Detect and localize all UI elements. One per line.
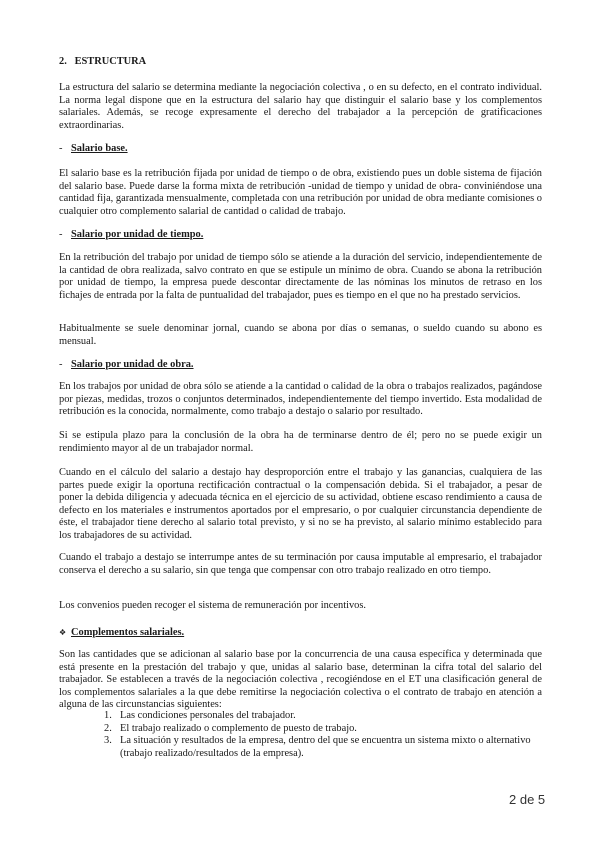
salario-base-paragraph: El salario base es la retribución fijada por unidad de tiempo o de obra, existiendo pues un doble sistema de fijación del salario base. Puede darse la forma mixta de retribución -unidad de tiempo y unidad de obra- conviniéndose una cantidad fija, garantizada mensualmente, completada con una retribución por unidad de obra mediante comisiones o cualquier otro complemento salarial de cantidad o calidad de trabajo. bbox=[59, 168, 542, 217]
section-heading bbox=[59, 56, 542, 69]
unidad-tiempo-paragraph-2: Habitualmente se suele denominar jornal, cuando se abona por días o semanas, o sueldo cuando su abono es mensual. bbox=[59, 323, 542, 347]
complementos-paragraph: Son las cantidades que se adicionan al salario base por la concurrencia de una causa específica y determinada que está presente en la prestación del trabajo y que, unidas al salario base, determinan la cifra total del salario del trabajador. Se establecen a través de la negociación colectiva , recogiéndose en el ET una clasificación general de los complementos salariales a la que debe remitirse la negociación colectiva o el contrato de trabajo en atención a alguna de las circunstancias siguientes: bbox=[59, 649, 542, 710]
unidad-obra-heading bbox=[59, 359, 194, 372]
list-item bbox=[104, 723, 544, 736]
list-item-number: 2. bbox=[104, 722, 112, 734]
unidad-obra-paragraph-1: En los trabajos por unidad de obra sólo se atiende a la cantidad o calidad de la obra o trabajos realizados, pagándose por piezas, medidas, trozos o conjuntos determinados, independientemente del tiempo invertido. Esta modalidad de retribución es la conocida, normalmente, como trabajo a destajo o salario por resultado. bbox=[59, 381, 542, 417]
section-number: 2. bbox=[59, 56, 67, 67]
salario-base-title: Salario base. bbox=[71, 143, 128, 154]
unidad-obra-paragraph-4: Cuando el trabajo a destajo se interrumpe antes de su terminación por causa imputable al empresario, el trabajador conserva el derecho a su salario, sin que tenga que compensar con otro trabajo realizado en otro tiempo. bbox=[59, 552, 542, 576]
unidad-tiempo-paragraph-1: En la retribución del trabajo por unidad de tiempo sólo se atiende a la duración del servicio, independientemente de la cantidad de obra realizada, salvo contrato en que se estipule un mínimo de obra. Cuando se abona la retribución por unidad de tiempo, la empresa puede descontar directamente de las nóminas los minutos de retraso en los fichajes de entrada por la falta de puntualidad del trabajador, pues es tiempo en el que no ha prestado servicios. bbox=[59, 252, 542, 301]
unidad-tiempo-title: Salario por unidad de tiempo. bbox=[71, 229, 204, 240]
dash-bullet: - bbox=[59, 229, 63, 240]
unidad-obra-paragraph-5: Los convenios pueden recoger el sistema de remuneración por incentivos. bbox=[59, 600, 366, 611]
complementos-heading bbox=[59, 627, 184, 640]
unidad-obra-title: Salario por unidad de obra. bbox=[71, 359, 194, 370]
list-item bbox=[104, 735, 544, 760]
intro-paragraph: La estructura del salario se determina mediante la negociación colectiva , o en su defecto, en el contrato individual. La norma legal dispone que en la estructura del salario hay que distinguir el salario base y los complementos salariales. Además, se recoge expresamente el derecho del trabajador a la percepción de gratificaciones extraordinarias. bbox=[59, 82, 542, 131]
complementos-list bbox=[104, 710, 544, 760]
salario-base-heading bbox=[59, 143, 128, 156]
list-item-number: 1. bbox=[104, 710, 112, 721]
list-item-number: 3. bbox=[104, 735, 112, 746]
unidad-obra-paragraph-2: Si se estipula plazo para la conclusión de la obra ha de terminarse dentro de él; pero no se puede exigir un rendimiento mayor al de un trabajador normal. bbox=[59, 430, 542, 454]
dash-bullet: - bbox=[59, 143, 63, 154]
list-item bbox=[104, 710, 544, 723]
diamond-bullet-icon: ❖ bbox=[59, 628, 67, 637]
unidad-obra-paragraph-3: Cuando en el cálculo del salario a destajo hay desproporción entre el trabajo y las ganancias, cualquiera de las partes puede exigir la oportuna rectificación contractual o la compensación debida. Si el trabajador, a pesar de poner la debida diligencia y adecuada técnica en el ejercicio de su actividad, obtiene escaso rendimiento a causa de defecto en los materiales e instrumentos aportados por el empresario, o por cualquier circunstancia dependiente de éste, el trabajador tiene derecho al salario total previsto, y si no se ha previsto, al salario mínimo establecido para los trabajadores de su actividad. bbox=[59, 467, 542, 541]
page-number: 2 de 5 bbox=[509, 792, 546, 807]
dash-bullet: - bbox=[59, 359, 63, 370]
list-item-text: El trabajo realizado o complemento de puesto de trabajo. bbox=[120, 722, 357, 734]
complementos-title: Complementos salariales. bbox=[71, 627, 185, 638]
list-item-text: La situación y resultados de la empresa, dentro del que se encuentra un sistema mixto o alternativo (trabajo realizado/resultados de la empresa). bbox=[120, 735, 531, 759]
list-item-text: Las condiciones personales del trabajador. bbox=[120, 710, 296, 721]
unidad-tiempo-heading bbox=[59, 229, 203, 242]
section-title: ESTRUCTURA bbox=[74, 56, 147, 67]
